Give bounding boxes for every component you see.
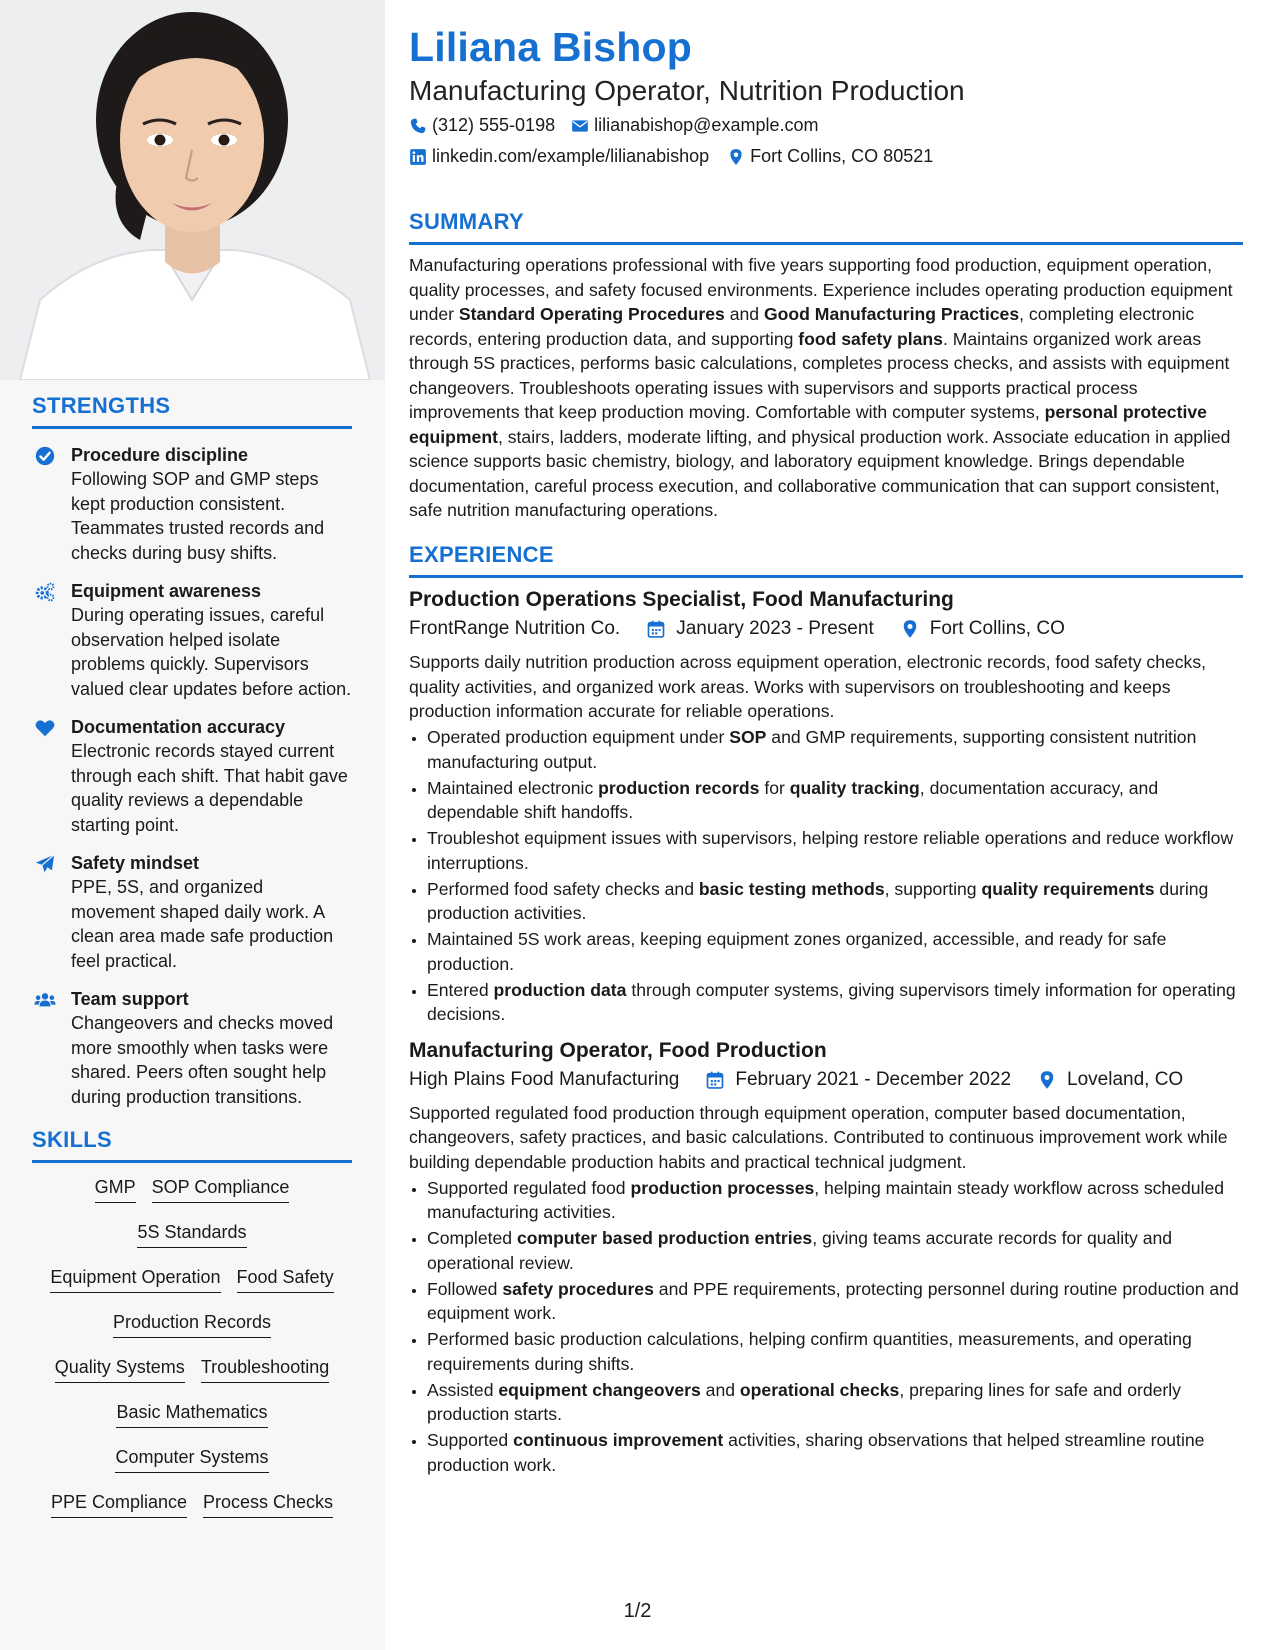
job-location: Loveland, CO xyxy=(1067,1068,1184,1090)
strength-description: Changeovers and checks moved more smoothly when tasks were shared. Peers often sought help during production transitions. xyxy=(71,1013,334,1107)
section-divider xyxy=(409,242,1243,245)
heart-icon xyxy=(34,717,56,739)
skills-heading: SKILLS xyxy=(32,1127,113,1152)
skill-tag: PPE Compliance xyxy=(51,1490,187,1518)
left-column xyxy=(0,0,385,1650)
skill-tag: 5S Standards xyxy=(137,1220,246,1248)
skill-tag: Computer Systems xyxy=(115,1445,268,1473)
email-text: lilianabishop@example.com xyxy=(594,115,819,135)
strength-item xyxy=(32,851,352,973)
summary-bold: personal protective equipment xyxy=(409,402,1207,447)
location-text: Fort Collins, CO 80521 xyxy=(750,146,934,166)
summary-part: and xyxy=(724,304,764,324)
skill-tag: SOP Compliance xyxy=(152,1175,290,1203)
summary-bold: Good Manufacturing Practices xyxy=(763,304,1020,324)
skill-tag: Equipment Operation xyxy=(50,1265,220,1293)
linkedin-contact[interactable] xyxy=(409,146,709,167)
envelope-icon xyxy=(571,117,589,135)
skill-tag: Quality Systems xyxy=(55,1355,185,1383)
strength-title: Equipment awareness xyxy=(71,581,262,601)
gears-icon xyxy=(34,581,56,603)
strength-title: Team support xyxy=(71,989,189,1009)
summary-part: , completing electronic records, entering production data, and supporting xyxy=(409,304,1195,349)
bullet-item: • Performed basic production calculations, helping confirm quantities, measurements, and operating requirements during shifts. xyxy=(427,1327,1243,1376)
skill-tag: Process Checks xyxy=(203,1490,333,1518)
skills-row xyxy=(32,1310,352,1355)
job-meta xyxy=(409,1069,1243,1091)
portrait-illustration xyxy=(0,0,385,380)
summary-part: , stairs, ladders, moderate lifting, and physical production work. Associate education in applied science supports basic chemistry, biology, and laboratory equipment knowledge. Brings dependable documentation, careful process execution, and collaborative communication that can support consistent, safe nutrition manufacturing operations. xyxy=(409,426,1231,520)
phone-icon xyxy=(409,117,427,135)
bullet-item: • Followed safety procedures and PPE requirements, protecting personnel during routine production and equipment work. xyxy=(427,1277,1243,1326)
strength-item xyxy=(32,987,352,1109)
bullet-item: • Maintained electronic production records for quality tracking, documentation accuracy, and dependable shift handoffs. xyxy=(427,776,1243,825)
linkedin-text: linkedin.com/example/lilianabishop xyxy=(432,146,710,166)
map-pin-icon xyxy=(1037,1070,1057,1090)
strength-title: Procedure discipline xyxy=(71,445,249,465)
experience-heading: EXPERIENCE xyxy=(409,542,554,567)
summary-heading: SUMMARY xyxy=(409,209,524,234)
job-title: Manufacturing Operator, Food Production xyxy=(409,1038,827,1062)
linkedin-icon xyxy=(409,148,427,166)
page-number: 1/2 xyxy=(623,1600,652,1622)
job-meta xyxy=(409,618,1243,640)
skill-tag: GMP xyxy=(95,1175,136,1203)
strength-description: During operating issues, careful observation helped isolate problems quickly. Supervisors valued clear updates before action. xyxy=(71,605,352,699)
location-contact xyxy=(727,146,933,167)
section-divider xyxy=(409,575,1243,578)
job-entry xyxy=(409,1039,1243,1478)
skill-tag: Troubleshooting xyxy=(201,1355,329,1383)
calendar-icon xyxy=(646,619,666,639)
calendar-icon xyxy=(705,1070,725,1090)
map-pin-icon xyxy=(727,148,745,166)
strength-item xyxy=(32,715,352,837)
map-pin-icon xyxy=(900,619,920,639)
summary-part: Manufacturing operations professional with five years supporting food production, equipment operation, quality processes, and safety focused environments. Experience includes operating production equipment under xyxy=(409,255,1233,324)
skills-row xyxy=(32,1175,352,1220)
check-circle-icon xyxy=(34,445,56,467)
strengths-heading: STRENGTHS xyxy=(32,393,171,418)
job-company: High Plains Food Manufacturing xyxy=(409,1068,680,1090)
bullet-item: • Troubleshot equipment issues with supervisors, helping restore reliable operations and reduce workflow interruptions. xyxy=(427,826,1243,875)
bullet-item: • Supported regulated food production processes, helping maintain steady workflow across scheduled manufacturing activities. xyxy=(427,1176,1243,1225)
bullet-item: • Assisted equipment changeovers and operational checks, preparing lines for safe and orderly production starts. xyxy=(427,1378,1243,1427)
email-contact[interactable] xyxy=(571,115,818,136)
summary-text xyxy=(409,253,1243,523)
bullet-item: • Maintained 5S work areas, keeping equipment zones organized, accessible, and ready for safe production. xyxy=(427,927,1243,976)
skills-section xyxy=(32,1127,352,1535)
skills-row xyxy=(32,1355,352,1400)
section-divider xyxy=(32,1160,352,1163)
job-dates: January 2023 - Present xyxy=(676,618,874,639)
skills-row xyxy=(32,1490,352,1535)
strengths-section xyxy=(32,393,352,1109)
skill-tag: Production Records xyxy=(113,1310,271,1338)
strength-description: Following SOP and GMP steps kept production consistent. Teammates trusted records and checks during busy shifts. xyxy=(71,469,325,563)
strength-item xyxy=(32,579,352,701)
strength-item xyxy=(32,443,352,565)
summary-bold: Standard Operating Procedures xyxy=(458,304,725,324)
phone-text: (312) 555-0198 xyxy=(432,115,556,135)
summary-part: . Maintains organized work areas through 5S practices, performs basic calculations, completes process checks, and assists with equipment changeovers. Troubleshoots operating issues with supervisors and supports practical process improvements that keep production moving. Comfortable with computer systems, xyxy=(409,328,1230,422)
strength-description: PPE, 5S, and organized movement shaped daily work. A clean area made safe production feel practical. xyxy=(71,877,334,971)
summary-bold: food safety plans xyxy=(798,328,943,349)
candidate-name: Liliana Bishop xyxy=(409,24,692,70)
job-location: Fort Collins, CO xyxy=(929,618,1065,639)
bullet-item: • Entered production data through computer systems, giving supervisors timely information for operating decisions. xyxy=(427,978,1243,1027)
skill-tag: Basic Mathematics xyxy=(116,1400,267,1428)
phone-contact[interactable] xyxy=(409,115,555,136)
summary-section xyxy=(409,209,1243,523)
skills-row xyxy=(32,1265,352,1310)
job-bullets xyxy=(409,725,1243,1027)
strength-description: Electronic records stayed current through each shift. That habit gave quality reviews a dependable starting point. xyxy=(71,741,348,835)
candidate-title: Manufacturing Operator, Nutrition Production xyxy=(409,75,965,106)
skills-row xyxy=(32,1400,352,1445)
job-company: FrontRange Nutrition Co. xyxy=(409,618,621,639)
job-description: Supports daily nutrition production across equipment operation, electronic records, food safety checks, quality activities, and organized work areas. Works with supervisors on troubleshooting and keeps production information accurate for reliable operations. xyxy=(409,652,1207,721)
job-description: Supported regulated food production through equipment operation, computer based documentation, changeovers, safety practices, and basic calculations. Contributed to continuous improvement work while building dependable production habits and practical technical judgment. xyxy=(409,1102,1228,1172)
job-entry xyxy=(409,588,1243,1027)
contact-row xyxy=(409,115,818,136)
job-bullets xyxy=(409,1176,1243,1478)
bullet-item: • Supported continuous improvement activities, sharing observations that helped streamline routine production work. xyxy=(427,1428,1243,1477)
paper-plane-icon xyxy=(34,853,56,875)
skills-row xyxy=(32,1220,352,1265)
profile-photo xyxy=(0,0,385,380)
skills-list xyxy=(32,1175,352,1535)
skill-tag: Food Safety xyxy=(237,1265,334,1293)
bullet-item: • Completed computer based production entries, giving teams accurate records for quality and operational review. xyxy=(427,1226,1243,1275)
section-divider xyxy=(32,426,352,429)
bullet-item: • Operated production equipment under SOP and GMP requirements, supporting consistent nutrition manufacturing output. xyxy=(427,725,1243,774)
bullet-item: • Performed food safety checks and basic testing methods, supporting quality requirements during production activities. xyxy=(427,877,1243,926)
job-dates: February 2021 - December 2022 xyxy=(735,1068,1012,1090)
experience-section xyxy=(409,542,1243,1477)
contact-row xyxy=(409,146,933,167)
skills-row xyxy=(32,1445,352,1490)
users-icon xyxy=(34,989,56,1011)
strength-title: Safety mindset xyxy=(71,853,200,873)
strength-title: Documentation accuracy xyxy=(71,717,286,737)
job-title: Production Operations Specialist, Food Manufacturing xyxy=(409,588,954,611)
